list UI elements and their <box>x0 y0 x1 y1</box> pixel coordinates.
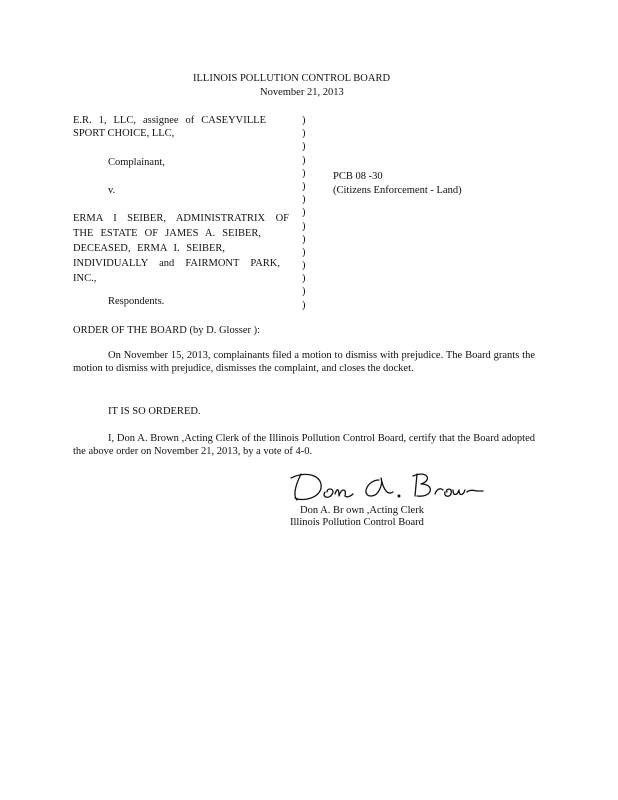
signer-title-line-1: Don A. Br own ,Acting Clerk <box>300 505 424 516</box>
case-number: PCB 08 -30 <box>333 171 383 182</box>
paren: ) <box>302 154 306 166</box>
paren: ) <box>302 167 306 179</box>
paren: ) <box>302 128 306 140</box>
plaintiff-line-2: SPORT CHOICE, LLC, <box>73 128 175 139</box>
so-ordered: IT IS SO ORDERED. <box>108 406 201 417</box>
paren: ) <box>302 207 306 219</box>
certification-paragraph <box>73 432 535 458</box>
handwritten-signature <box>287 466 487 506</box>
defendant-line-1: ERMA I SEIBER, ADMINISTRATRIX OF <box>73 213 289 224</box>
order-date: November 21, 2013 <box>260 87 344 98</box>
respondents-label: Respondents. <box>108 296 165 307</box>
plaintiff-line-1: E.R. 1, LLC, assignee of CASEYVILLE <box>73 115 266 126</box>
paren: ) <box>302 286 306 298</box>
paren: ) <box>302 233 306 245</box>
complainant-label: Complainant, <box>108 157 165 168</box>
defendant-line-5: INC., <box>73 273 97 284</box>
order-paragraph-text: On November 15, 2013, complainants filed a motion to dismiss with prejudice. The Board grants the motion to dismiss with prejudice, dismisses the complaint, and closes the docket. <box>73 350 535 374</box>
order-paragraph <box>73 349 535 375</box>
paren: ) <box>302 180 306 192</box>
paren: ) <box>302 273 306 285</box>
defendant-line-3: DECEASED, ERMA I. SEIBER, <box>73 243 225 254</box>
paren: ) <box>302 220 306 232</box>
order-heading: ORDER OF THE BOARD (by D. Glosser ): <box>73 325 261 336</box>
paren: ) <box>302 141 306 153</box>
certification-text: I, Don A. Brown ,Acting Clerk of the Illinois Pollution Control Board, certify that the Board adopted the above order on November 21, 2013, by a vote of 4-0. <box>73 433 535 457</box>
caption-defendants <box>73 211 291 286</box>
caption-parties <box>73 114 291 140</box>
agency-title: ILLINOIS POLLUTION CONTROL BOARD <box>193 73 391 84</box>
paren: ) <box>302 115 306 126</box>
case-type: (Citizens Enforcement - Land) <box>333 185 462 196</box>
caption-parenthesis-column <box>302 114 310 312</box>
defendant-line-2: THE ESTATE OF JAMES A. SEIBER, <box>73 228 261 239</box>
paren: ) <box>302 194 306 206</box>
versus-label: v. <box>108 185 116 196</box>
paren: ) <box>302 260 306 272</box>
signer-title-line-2: Illinois Pollution Control Board <box>290 517 424 528</box>
defendant-line-4: INDIVIDUALLY and FAIRMONT PARK, <box>73 258 280 269</box>
paren: ) <box>302 299 306 311</box>
paren: ) <box>302 246 306 258</box>
